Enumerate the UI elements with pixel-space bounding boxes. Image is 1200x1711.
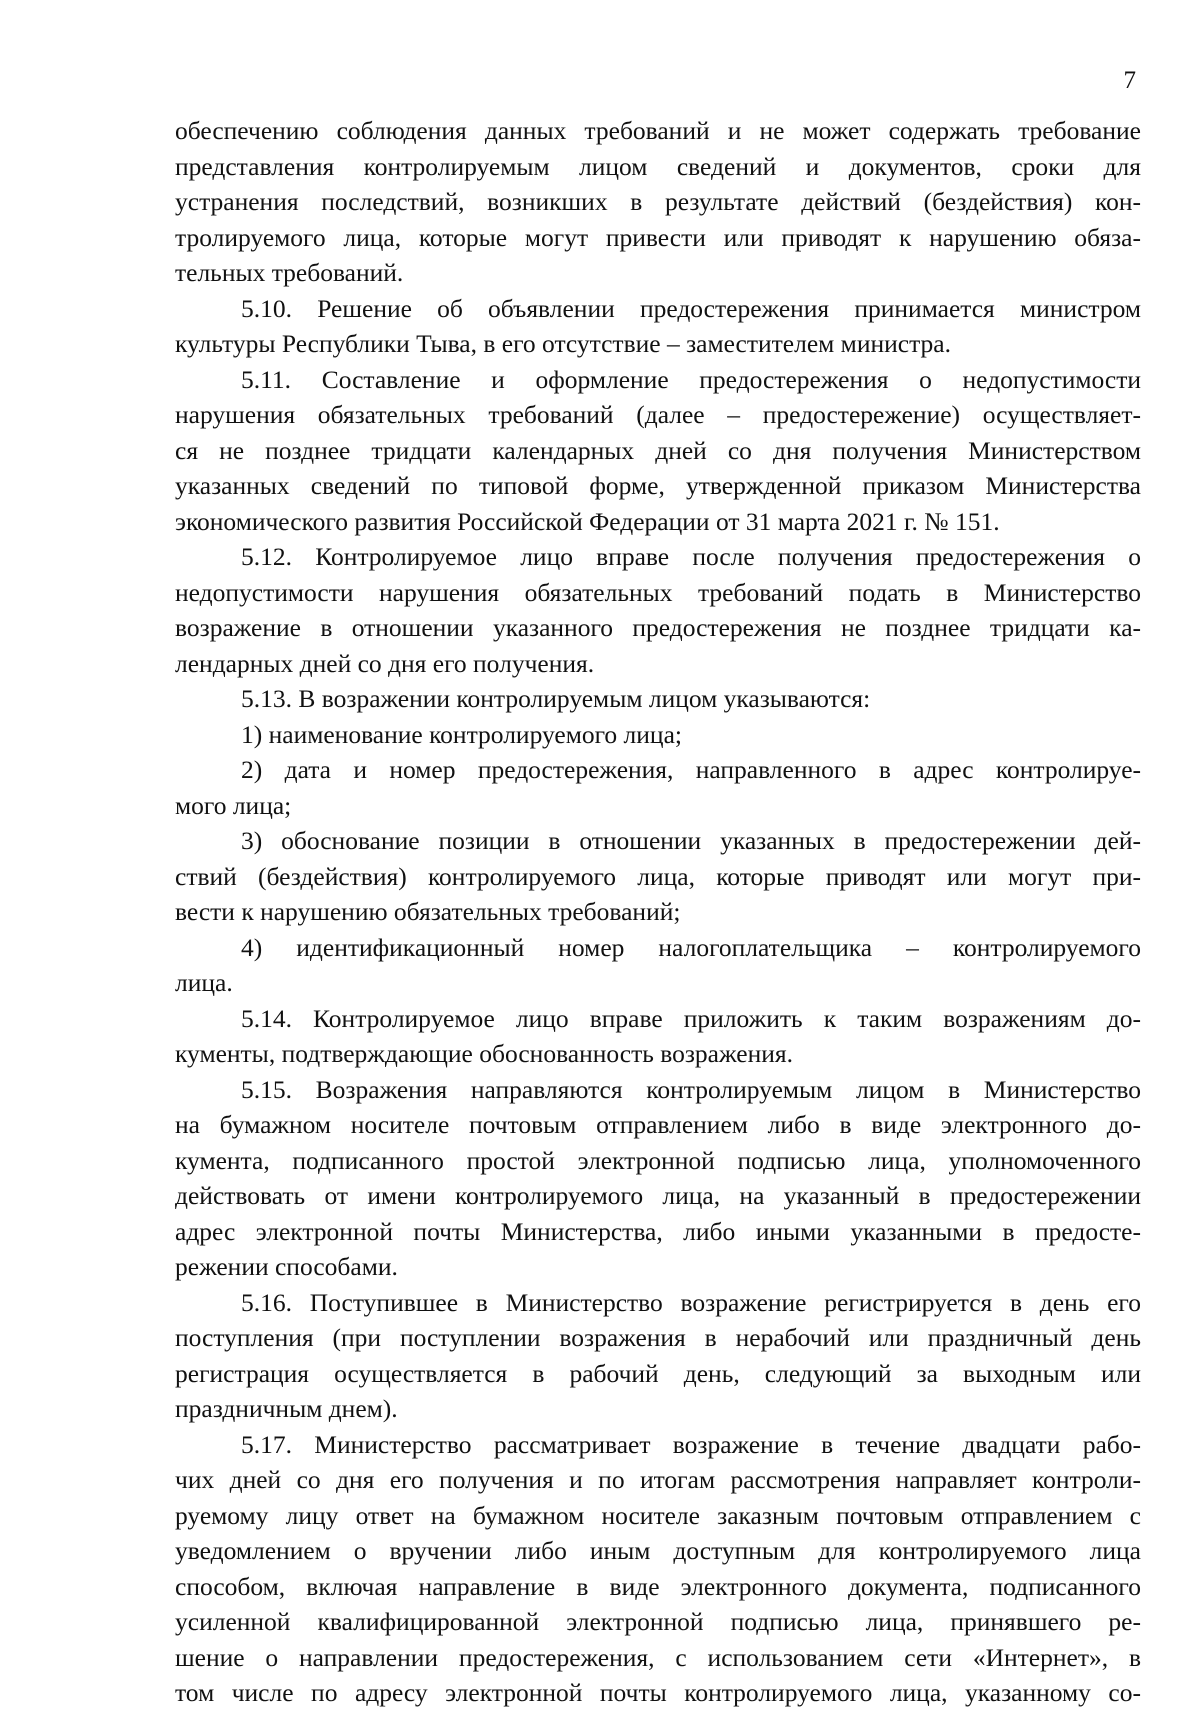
text-line: 1) наименование контролируемого лица; <box>241 719 682 749</box>
text-line: адрес электронной почты Министерства, либо иными указанными в предосте- <box>175 1216 1141 1246</box>
text-line: 5.17. Министерство рассматривает возражение в течение двадцати рабо- <box>241 1429 1141 1459</box>
text-line: шение о направлении предостережения, с использованием сети «Интернет», в <box>175 1642 1141 1672</box>
text-line: мого лица; <box>175 790 292 820</box>
text-line: 3) обоснование позиции в отношении указанных в предостережении дей- <box>241 826 1141 855</box>
text-line: 5.14. Контролируемое лицо вправе приложить к таким возражениям до- <box>241 1003 1141 1033</box>
text-line: культуры Республики Тыва, в его отсутствие – заместителем министра. <box>175 329 951 358</box>
text-line: 5.11. Составление и оформление предостережения о недопустимости <box>241 364 1141 394</box>
text-line: ствий (бездействия) контролируемого лица, которые приводят или могут при- <box>175 861 1141 891</box>
text-line: ся не позднее тридцати календарных дней со дня получения Министерством <box>175 435 1141 465</box>
text-line: регистрация осуществляется в рабочий день, следующий за выходным или <box>175 1358 1141 1388</box>
text-line: 5.13. В возражении контролируемым лицом указываются: <box>241 684 871 713</box>
text-line: усиленной квалифицированной электронной подписью лица, принявшего ре- <box>175 1607 1141 1636</box>
text-line: режении способами. <box>175 1252 398 1281</box>
text-line: на бумажном носителе почтовым отправлением либо в виде электронного до- <box>175 1110 1141 1139</box>
text-line: тролируемого лица, которые могут привести или приводят к нарушению обяза- <box>175 222 1141 252</box>
text-line: лица. <box>175 968 233 997</box>
text-line: праздничным днем). <box>175 1394 398 1423</box>
text-line: лендарных дней со дня его получения. <box>175 648 595 678</box>
text-line: 5.10. Решение об объявлении предостережения принимается министром <box>241 293 1141 323</box>
text-line: устранения последствий, возникших в результате действий (бездействия) кон- <box>175 187 1141 216</box>
text-line: 5.15. Возражения направляются контролируемым лицом в Министерство <box>241 1074 1141 1104</box>
text-line: представления контролируемым лицом сведений и документов, сроки для <box>175 151 1141 181</box>
text-line: вести к нарушению обязательных требований; <box>175 897 681 926</box>
text-line: нарушения обязательных требований (далее – предостережение) осуществляет- <box>175 400 1141 429</box>
text-line: 5.16. Поступившее в Министерство возражение регистрируется в день его <box>241 1287 1141 1317</box>
text-line: тельных требований. <box>175 258 404 287</box>
text-line: уведомлением о вручении либо иным доступным для контролируемого лица <box>175 1536 1141 1565</box>
text-line: том числе по адресу электронной почты контролируемого лица, указанному со- <box>175 1678 1141 1707</box>
text-line: экономического развития Российской Федерации от 31 марта 2021 г. № 151. <box>175 506 1000 536</box>
text-line: способом, включая направление в виде электронного документа, подписанного <box>175 1571 1141 1601</box>
text-line: возражение в отношении указанного предостережения не позднее тридцати ка- <box>175 613 1141 642</box>
document-body <box>175 113 1141 1711</box>
text-line: 2) дата и номер предостережения, направленного в адрес контролируе- <box>241 755 1141 784</box>
text-line: указанных сведений по типовой форме, утвержденной приказом Министерства <box>175 471 1141 500</box>
text-line: недопустимости нарушения обязательных требований подать в Министерство <box>175 577 1141 607</box>
text-line: кумента, подписанного простой электронной подписью лица, уполномоченного <box>175 1145 1141 1175</box>
text-line: чих дней со дня его получения и по итогам рассмотрения направляет контроли- <box>175 1465 1141 1494</box>
text-line: кументы, подтверждающие обоснованность возражения. <box>175 1039 793 1068</box>
text-line: 5.12. Контролируемое лицо вправе после получения предостережения о <box>241 542 1141 571</box>
page-number: 7 <box>1123 67 1136 94</box>
text-line: обеспечению соблюдения данных требований и не может содержать требование <box>175 116 1141 145</box>
text-line: руемому лицу ответ на бумажном носителе заказным почтовым отправлением с <box>175 1500 1141 1530</box>
text-line: действовать от имени контролируемого лица, на указанный в предостережении <box>175 1181 1141 1210</box>
text-line: 4) идентификационный номер налогоплательщика – контролируемого <box>241 932 1141 962</box>
text-line: поступления (при поступлении возражения в нерабочий или праздничный день <box>175 1323 1141 1352</box>
